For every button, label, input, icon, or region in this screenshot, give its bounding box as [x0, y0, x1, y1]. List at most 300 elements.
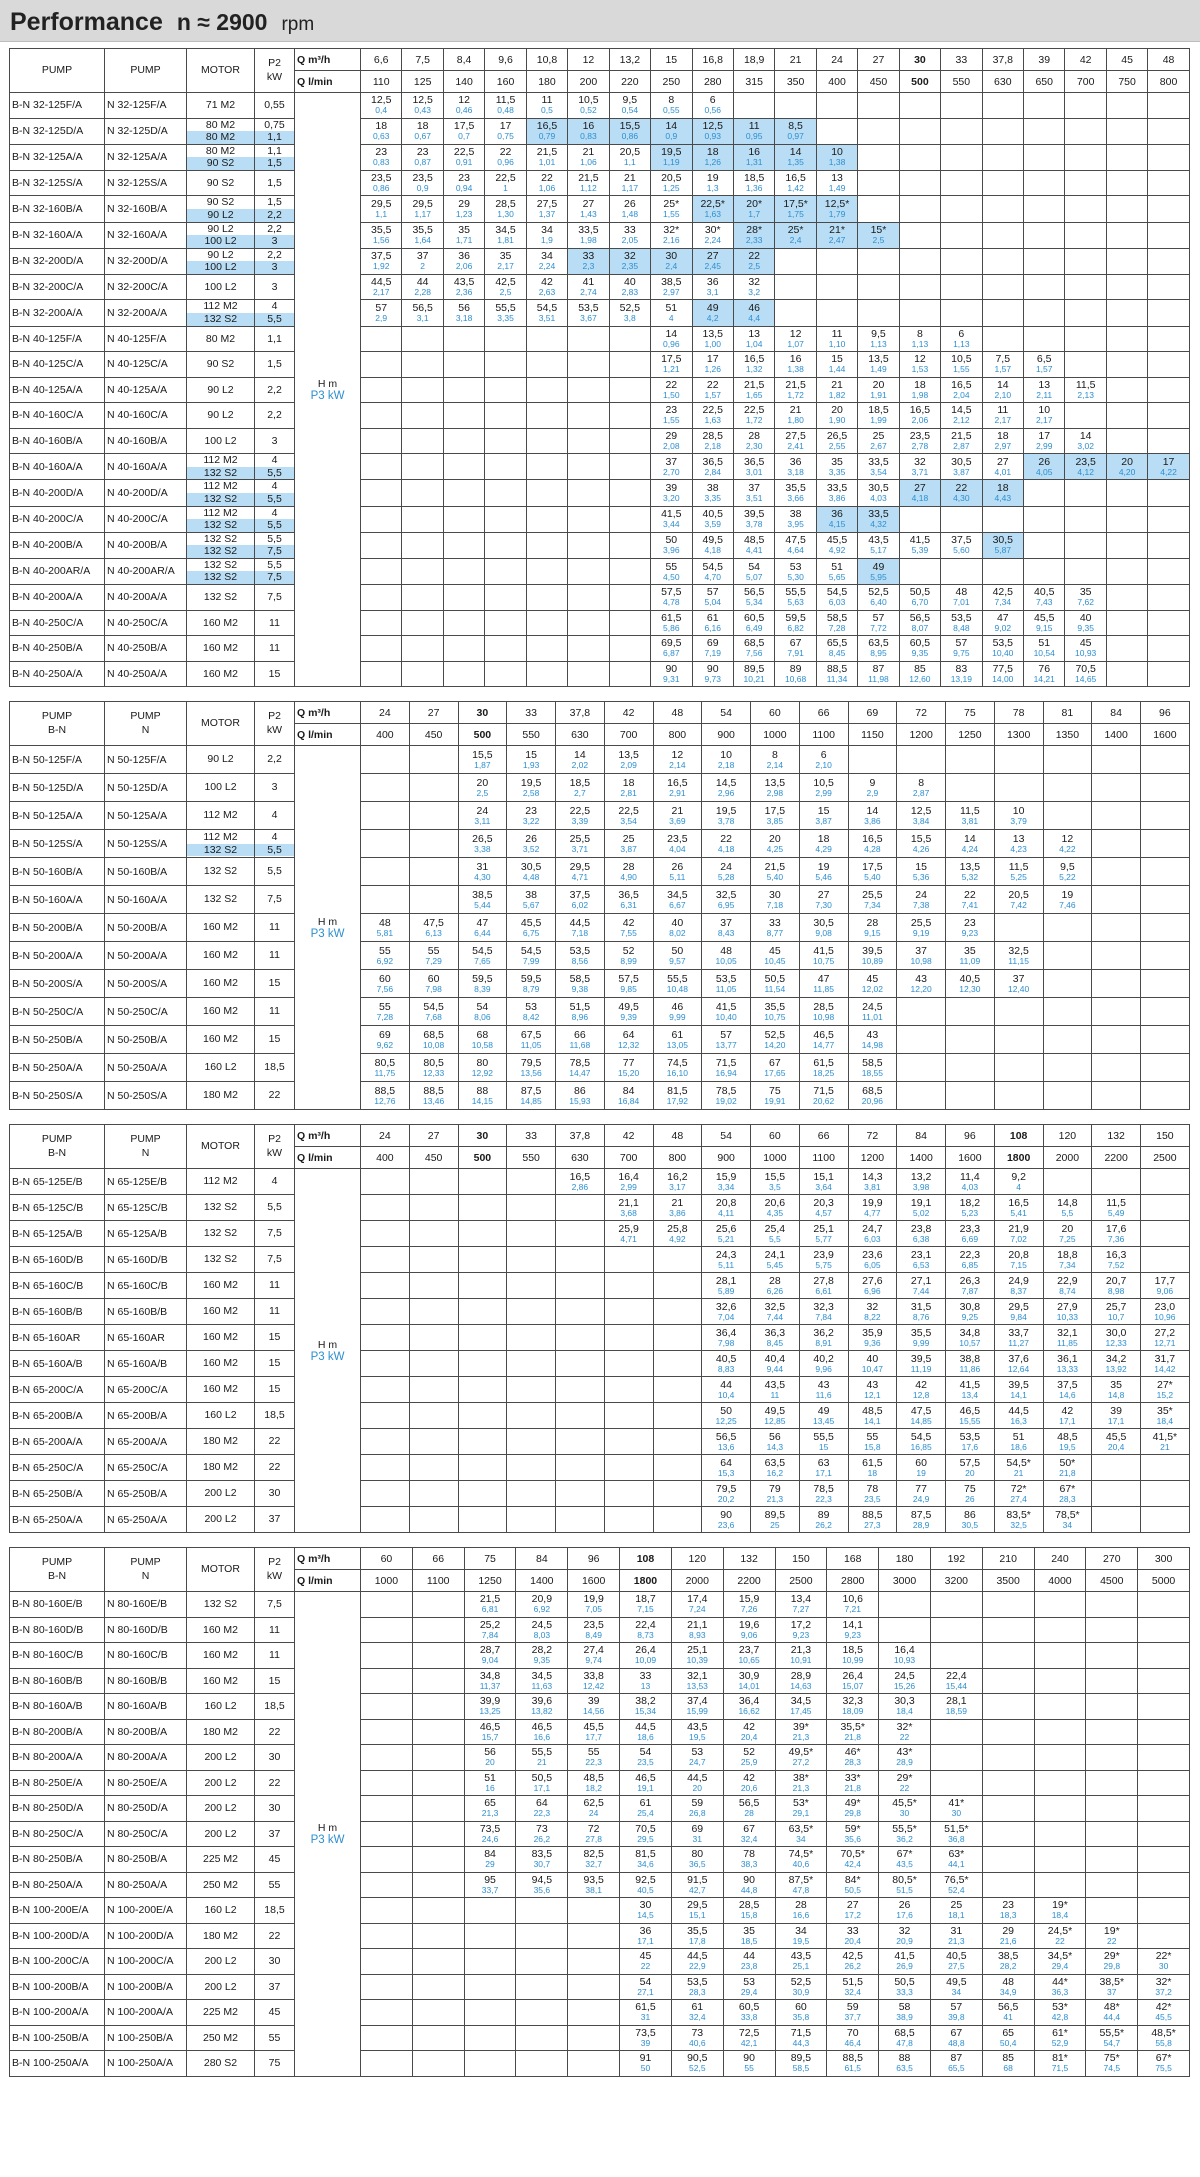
head-value: 44 [743, 1950, 755, 1963]
motor-value: 200 L2 [204, 1980, 237, 1993]
perf-cell [848, 1026, 897, 1054]
power-value: 8,49 [585, 1629, 602, 1640]
motor-value: 132 S2 [203, 1227, 238, 1240]
pump-bn-cell: B-N 40-200D/A [10, 480, 105, 506]
perf-cell [982, 558, 1023, 584]
power-value: 44,3 [792, 2037, 810, 2048]
motor-value: 160 M2 [202, 1649, 239, 1662]
head-value: 45 [1079, 637, 1092, 650]
motor-value: 132 S2 [187, 313, 254, 326]
flow-m3h-header: 270 [1086, 1548, 1138, 1570]
power-value: 1,10 [828, 338, 846, 349]
head-value: 86 [574, 1084, 586, 1097]
power-value: 21 [1013, 1467, 1024, 1478]
table-row [10, 1299, 1190, 1325]
head-value: 15,5 [764, 1170, 786, 1183]
perf-cell [568, 1770, 620, 1796]
head-value: 27,9 [1057, 1300, 1078, 1313]
perf-cell [671, 1923, 723, 1949]
perf-cell [526, 428, 567, 454]
head-value: 37,5 [1057, 1378, 1078, 1391]
motor-value: 200 L2 [204, 1487, 237, 1500]
power-value: 7,27 [792, 1604, 810, 1615]
pump-bn-cell: B-N 100-200D/A [10, 1923, 105, 1949]
head-value: 35,9 [862, 1326, 883, 1339]
head-value: 12,5 [702, 120, 723, 133]
perf-cell [982, 2025, 1034, 2051]
perf-cell [692, 93, 733, 119]
flow-m3h-header: 7,5 [402, 49, 443, 71]
power-value: 3,86 [864, 815, 881, 826]
p2-value: 30 [268, 1955, 281, 1968]
head-value: 83,5* [1006, 1508, 1031, 1521]
power-value: 29,5 [637, 1833, 654, 1844]
power-value: 1,63 [704, 209, 721, 220]
power-value: 6,40 [870, 597, 887, 608]
flow-lmin-header: 2000 [671, 1570, 723, 1592]
perf-cell [702, 774, 751, 802]
power-value: 1,99 [870, 415, 887, 426]
power-value: 14,20 [764, 1039, 786, 1050]
head-value: 11,5 [495, 94, 516, 107]
perf-cell [402, 300, 443, 326]
power-value: 21,3 [792, 1731, 810, 1742]
power-value: 9,23 [961, 927, 979, 938]
power-value: 32,4 [689, 2012, 706, 2023]
head-value: 79,5 [520, 1056, 542, 1069]
head-value: 85 [914, 662, 926, 675]
perf-cell [1034, 2025, 1086, 2051]
power-value: 5,89 [717, 1285, 735, 1296]
power-value: 21 [1160, 1441, 1170, 1452]
perf-cell [1148, 118, 1189, 144]
flow-lmin-header: 2500 [1141, 1147, 1190, 1169]
power-value: 74,5 [1103, 2063, 1121, 2074]
perf-cell [604, 1247, 653, 1273]
perf-cell [443, 532, 484, 558]
head-value: 38,5* [1099, 1975, 1125, 1988]
power-value: 12,60 [909, 673, 931, 684]
power-value: 1,65 [745, 389, 763, 400]
perf-cell [897, 1273, 946, 1299]
motor-value: 90 L2 [207, 248, 234, 261]
head-value: 29,5 [687, 1899, 708, 1912]
head-value: 35 [964, 944, 976, 957]
power-value: 32,4 [740, 1833, 758, 1844]
p2-value: 7,5 [267, 1227, 282, 1240]
perf-cell [556, 1481, 605, 1507]
power-value: 2,99 [815, 787, 832, 798]
head-value: 54,5 [910, 1430, 932, 1443]
perf-cell [946, 1429, 995, 1455]
perf-cell [1106, 326, 1147, 352]
p2-cell [255, 1351, 295, 1377]
perf-cell [526, 300, 567, 326]
head-value: 53 [525, 1000, 537, 1013]
performance-tables [0, 42, 1200, 2077]
perf-cell [507, 1429, 556, 1455]
perf-cell [568, 377, 609, 403]
perf-cell [827, 1668, 879, 1694]
head-value: 20,8 [715, 1196, 737, 1209]
perf-cell [556, 1082, 605, 1110]
perf-cell [982, 1745, 1034, 1771]
head-value: 33 [624, 224, 636, 237]
perf-cell [526, 274, 567, 300]
head-value: 61 [639, 1797, 652, 1810]
head-value: 12 [1061, 832, 1074, 845]
flow-m3h-header: 240 [1034, 1548, 1086, 1570]
head-value: 15,5 [910, 832, 932, 845]
perf-cell [568, 1923, 620, 1949]
power-value: 2,81 [620, 787, 637, 798]
perf-cell [568, 1949, 620, 1975]
perf-cell [816, 144, 857, 170]
head-value: 43,5 [868, 534, 889, 547]
power-value: 4,64 [787, 545, 804, 556]
perf-cell [879, 1821, 931, 1847]
power-value: 8,98 [1107, 1285, 1125, 1296]
power-value: 30,9 [792, 1986, 810, 1997]
perf-cell [671, 1745, 723, 1771]
pump-n-cell: N 65-160D/B [105, 1247, 187, 1273]
perf-cell [361, 858, 410, 886]
perf-cell [361, 118, 402, 144]
perf-cell [1065, 558, 1106, 584]
power-value: 0,91 [455, 157, 473, 168]
power-value: 4,30 [953, 492, 970, 503]
flow-lmin-header: 2000 [1043, 1147, 1092, 1169]
head-value: 29,5 [412, 198, 433, 210]
table-row [10, 93, 1190, 119]
perf-cell [982, 326, 1023, 352]
perf-cell [409, 802, 458, 830]
power-value: 7,84 [815, 1311, 832, 1322]
head-value: 36 [831, 508, 843, 521]
power-value: 5,34 [745, 597, 763, 608]
p2-value: 7,5 [267, 1253, 282, 1266]
head-value: 14,1 [842, 1618, 863, 1631]
power-value: 22 [899, 1782, 910, 1793]
head-value: 65 [484, 1797, 496, 1810]
head-value: 67 [950, 2026, 963, 2039]
col-header-brand: B-N [47, 1569, 67, 1582]
power-value: 28,3 [689, 1986, 706, 1997]
perf-cell [507, 1455, 556, 1481]
head-value: 45 [866, 972, 879, 985]
table-row [10, 1643, 1190, 1669]
perf-cell [692, 352, 733, 378]
perf-cell [556, 746, 605, 774]
head-value: 30,9 [738, 1669, 760, 1682]
perf-cell [1034, 1821, 1086, 1847]
motor-value: 160 M2 [202, 1005, 239, 1018]
power-value: 4,22 [1059, 843, 1076, 854]
head-value: 55 [427, 944, 440, 957]
head-value: 54,5 [423, 1000, 444, 1013]
head-value: 35,5 [687, 1924, 708, 1937]
power-value: 21 [537, 1757, 547, 1768]
power-value: 4,18 [717, 843, 735, 854]
perf-cell [568, 1898, 620, 1924]
power-value: 15,07 [842, 1680, 864, 1691]
head-value: 22* [1155, 1950, 1172, 1963]
perf-cell [982, 1974, 1034, 2000]
perf-cell [464, 2051, 516, 2077]
head-value: 37,5 [951, 534, 972, 547]
power-value: 2,08 [663, 440, 680, 451]
flow-m3h-header: 60 [361, 1548, 413, 1570]
power-value: 7,34 [1059, 1259, 1076, 1270]
power-value: 2,97 [994, 440, 1012, 451]
perf-cell [930, 1974, 982, 2000]
head-value: 27 [846, 1899, 859, 1912]
power-value: 44,1 [948, 1859, 965, 1870]
perf-cell [609, 532, 650, 558]
p2-value: 11 [269, 1649, 280, 1662]
power-value: 7,25 [1059, 1233, 1076, 1244]
perf-cell [671, 1592, 723, 1618]
q-m3h-label: Q m³/h [295, 49, 361, 71]
perf-cell [568, 352, 609, 378]
p2-cell [255, 428, 295, 454]
table-row [10, 274, 1190, 300]
head-value: 18,5 [743, 172, 765, 185]
flow-lmin-header: 3000 [879, 1570, 931, 1592]
head-value: 39 [1110, 1404, 1122, 1417]
perf-cell [464, 1745, 516, 1771]
flow-m3h-header: 84 [897, 1125, 946, 1147]
power-value: 9,15 [1035, 622, 1053, 633]
power-value: 8,74 [1059, 1285, 1076, 1296]
perf-cell [994, 858, 1043, 886]
power-value: 14,85 [910, 1415, 932, 1426]
power-value: 3,71 [571, 843, 589, 854]
perf-cell [1043, 1273, 1092, 1299]
perf-cell [899, 93, 940, 119]
perf-cell [507, 1054, 556, 1082]
perf-cell [751, 1325, 800, 1351]
perf-cell [361, 830, 410, 858]
power-value: 5,39 [911, 545, 929, 556]
head-value: 27,4 [583, 1644, 604, 1657]
power-value: 47,8 [896, 2037, 913, 2048]
perf-cell [1043, 1026, 1092, 1054]
head-value: 52 [743, 1746, 755, 1759]
table-row [10, 661, 1190, 687]
table-row [10, 1429, 1190, 1455]
power-value: 8,42 [522, 1011, 540, 1022]
perf-cell [816, 558, 857, 584]
head-value: 87,5 [910, 1508, 932, 1521]
power-value: 9,35 [911, 648, 929, 659]
power-value: 2,78 [911, 440, 929, 451]
power-value: 15,55 [959, 1415, 981, 1426]
p2-value: 7,5 [267, 591, 282, 604]
power-value: 10,96 [1154, 1311, 1176, 1322]
perf-cell [723, 1974, 775, 2000]
p2-value: 30 [268, 1487, 281, 1500]
motor-cell [187, 1974, 255, 2000]
power-value: 9,23 [844, 1629, 861, 1640]
head-value: 43 [866, 1378, 879, 1391]
perf-cell [848, 1273, 897, 1299]
perf-cell [485, 93, 526, 119]
head-value: 22 [665, 378, 678, 391]
power-value: 5,81 [376, 927, 394, 938]
head-value: 59 [691, 1797, 704, 1810]
power-value: 4,15 [828, 519, 846, 530]
power-value: 4,32 [870, 519, 887, 530]
perf-cell [982, 636, 1023, 662]
header-row-m3h [10, 49, 1190, 71]
power-value: 27,2 [792, 1757, 810, 1768]
perf-cell [568, 403, 609, 429]
flow-m3h-header: 210 [982, 1548, 1034, 1570]
power-value: 6,69 [961, 1233, 979, 1244]
power-value: 3,78 [745, 519, 763, 530]
perf-cell [361, 970, 410, 998]
motor-value: 132 S2 [203, 1598, 238, 1611]
perf-cell [464, 1592, 516, 1618]
perf-cell [1086, 1949, 1138, 1975]
perf-cell [409, 1351, 458, 1377]
power-value: 63,5 [896, 2063, 913, 2074]
perf-cell [653, 1455, 702, 1481]
head-value: 14,8 [1057, 1196, 1078, 1209]
perf-cell [848, 1054, 897, 1082]
motor-cell [187, 1403, 255, 1429]
power-value: 13,33 [1056, 1363, 1079, 1374]
head-value: 37 [720, 916, 732, 929]
perf-cell [899, 428, 940, 454]
head-value: 51 [1038, 637, 1051, 650]
perf-cell [897, 970, 946, 998]
p2-cell [255, 1872, 295, 1898]
perf-cell [1092, 1169, 1141, 1195]
perf-cell [994, 1403, 1043, 1429]
p2-value: 5,5 [255, 519, 294, 532]
perf-cell [361, 1026, 410, 1054]
motor-value: 132 S2 [203, 1253, 238, 1266]
perf-cell [1092, 746, 1141, 774]
perf-cell [1141, 830, 1190, 858]
flow-lmin-header: 2200 [723, 1570, 775, 1592]
power-value: 13,82 [531, 1706, 553, 1717]
head-value: 64 [536, 1797, 548, 1810]
power-value: 12,25 [715, 1415, 737, 1426]
flow-m3h-header: 120 [671, 1548, 723, 1570]
head-value: 33,5 [826, 481, 848, 494]
pump-bn-cell: B-N 50-160A/A [10, 886, 105, 914]
perf-cell [361, 326, 402, 352]
power-value: 43,5 [896, 1859, 913, 1870]
perf-cell [604, 1026, 653, 1054]
power-value: 10,91 [790, 1655, 812, 1666]
head-value: 78,5* [1055, 1508, 1080, 1521]
perf-cell [723, 1949, 775, 1975]
pump-n-cell: N 40-125A/A [105, 377, 187, 403]
perf-cell [702, 1507, 751, 1533]
motor-value: 112 M2 [203, 454, 238, 467]
perf-cell [653, 1026, 702, 1054]
power-value: 7,36 [1107, 1233, 1125, 1244]
power-value: 22 [640, 1961, 651, 1972]
pump-n-cell: N 50-125A/A [105, 802, 187, 830]
head-value: 53,5 [715, 972, 737, 985]
power-value: 3,81 [961, 815, 979, 826]
power-value: 0,86 [621, 131, 639, 142]
pump-n-cell: N 50-160B/A [105, 858, 187, 886]
perf-cell [879, 1974, 931, 2000]
perf-cell [775, 300, 816, 326]
power-value: 9,39 [620, 1011, 637, 1022]
perf-cell [1148, 144, 1189, 170]
power-value: 10,98 [910, 955, 932, 966]
motor-value: 132 S2 [203, 893, 238, 906]
perf-cell [897, 1026, 946, 1054]
power-value: 1,44 [828, 364, 846, 375]
perf-cell [1092, 1195, 1141, 1221]
power-value: 12,64 [1007, 1363, 1030, 1374]
perf-cell [556, 1507, 605, 1533]
col-header-pump-label: PUMP [41, 1556, 73, 1569]
p2-cell [255, 1796, 295, 1822]
head-value: 14 [665, 327, 678, 340]
power-value: 29,8 [1103, 1961, 1121, 1972]
head-value: 20 [476, 776, 489, 789]
perf-cell [653, 1299, 702, 1325]
perf-cell [409, 1429, 458, 1455]
perf-cell [1141, 886, 1190, 914]
power-value: 6,87 [663, 648, 680, 659]
motor-cell [187, 998, 255, 1026]
perf-cell [361, 1694, 413, 1720]
perf-cell [609, 610, 650, 636]
col-header-p2 [255, 1125, 295, 1169]
head-value: 15,9 [715, 1170, 737, 1183]
head-value: 17,5 [453, 120, 475, 133]
power-value: 0,63 [372, 131, 390, 142]
perf-cell [443, 222, 484, 248]
power-value: 44,4 [1103, 2012, 1121, 2023]
p2-value: 55 [268, 2031, 281, 2044]
power-value: 13,4 [961, 1389, 979, 1400]
perf-cell [458, 1195, 507, 1221]
head-value: 25,1 [813, 1222, 834, 1235]
power-value: 22 [899, 1731, 910, 1742]
perf-cell [361, 506, 402, 532]
head-value: 37 [665, 455, 678, 468]
head-value: 15* [870, 224, 887, 237]
perf-cell [1148, 248, 1189, 274]
perf-cell [361, 222, 402, 248]
perf-cell [848, 1403, 897, 1429]
col-header-pump-n [105, 702, 187, 746]
head-value: 17,5 [764, 804, 786, 817]
power-value: 3,01 [745, 466, 763, 477]
perf-cell [848, 858, 897, 886]
perf-cell [671, 1643, 723, 1669]
pump-n-cell: N 50-125S/A [105, 830, 187, 858]
power-value: 6,61 [815, 1285, 832, 1296]
head-value: 62,5 [583, 1797, 604, 1810]
power-value: 21,3 [792, 1782, 810, 1793]
perf-cell [982, 377, 1023, 403]
perf-cell [1092, 1403, 1141, 1429]
power-value: 7,01 [953, 597, 970, 608]
perf-cell [1092, 1429, 1141, 1455]
